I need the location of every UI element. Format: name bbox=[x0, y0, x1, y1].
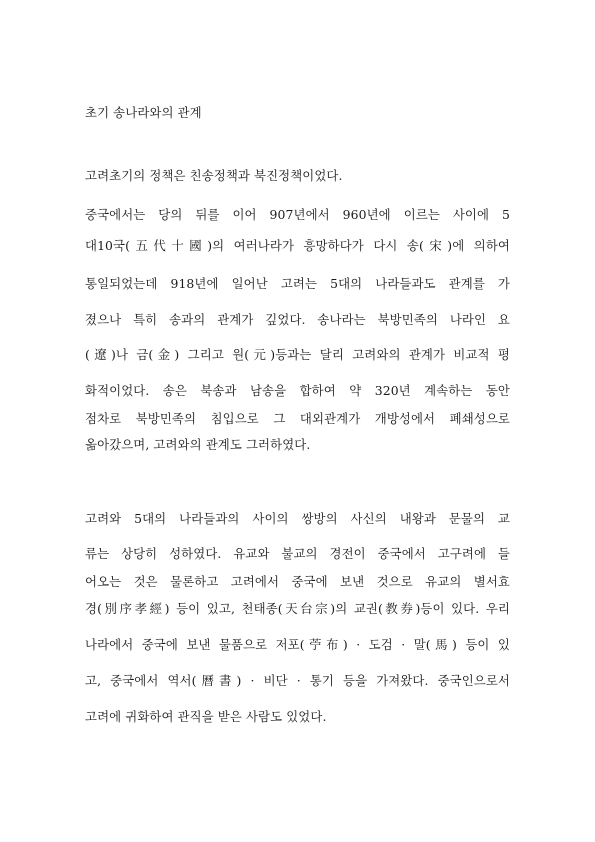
section-title: 초기 송나라와의 관계 bbox=[85, 105, 202, 120]
text-line: 경(別序孝經) 등이 있고, 천태종(天台宗)의 교권(教券)등이 있다. 우리 bbox=[85, 601, 510, 616]
text-line: 중국에서는 당의 뒤를 이어 907년에서 960년에 이르는 사이에 5 bbox=[85, 207, 510, 222]
text-line: 고려와 5대의 나라들과의 사이의 쌍방의 사신의 내왕과 문물의 교 bbox=[85, 511, 510, 526]
text-line: (遼)나 금(金) 그리고 원(元)등과는 달리 고려와의 관계가 비교적 평 bbox=[85, 347, 510, 362]
text-line: 고려초기의 정책은 친송정책과 북진정책이었다. bbox=[85, 168, 343, 183]
text-line: 류는 상당히 성하였다. 유교와 불교의 경전이 중국에서 고구려에 들 bbox=[85, 546, 510, 561]
text-line: 어오는 것은 물론하고 고려에서 중국에 보낸 것으로 유교의 별서효 bbox=[85, 574, 510, 589]
text-line: 고, 중국에서 역서(曆書) · 비단 · 통기 등을 가져왔다. 중국인으로서 bbox=[85, 673, 510, 688]
text-line: 고려에 귀화하여 관직을 받은 사람도 있었다. bbox=[85, 709, 327, 724]
text-line: 통일되었는데 918년에 일어난 고려는 5대의 나라들과도 관계를 가 bbox=[85, 276, 510, 291]
text-line: 대10국(五代十國)의 여러나라가 흥망하다가 다시 송(宋)에 의하여 bbox=[85, 238, 510, 253]
text-line: 옮아갔으며, 고려와의 관계도 그러하였다. bbox=[85, 437, 311, 452]
text-line: 점차로 북방민족의 침입으로 그 대외관계가 개방성에서 폐쇄성으로 bbox=[85, 411, 510, 426]
text-line: 나라에서 중국에 보낸 물품으로 저포(苧布) · 도검 · 말(馬) 등이 있 bbox=[85, 637, 510, 652]
text-line: 졌으나 특히 송과의 관계가 깊었다. 송나라는 북방민족의 나라인 요 bbox=[85, 312, 510, 327]
text-line: 화적이었다. 송은 북송과 남송을 합하여 약 320년 계속하는 동안 bbox=[85, 383, 510, 398]
